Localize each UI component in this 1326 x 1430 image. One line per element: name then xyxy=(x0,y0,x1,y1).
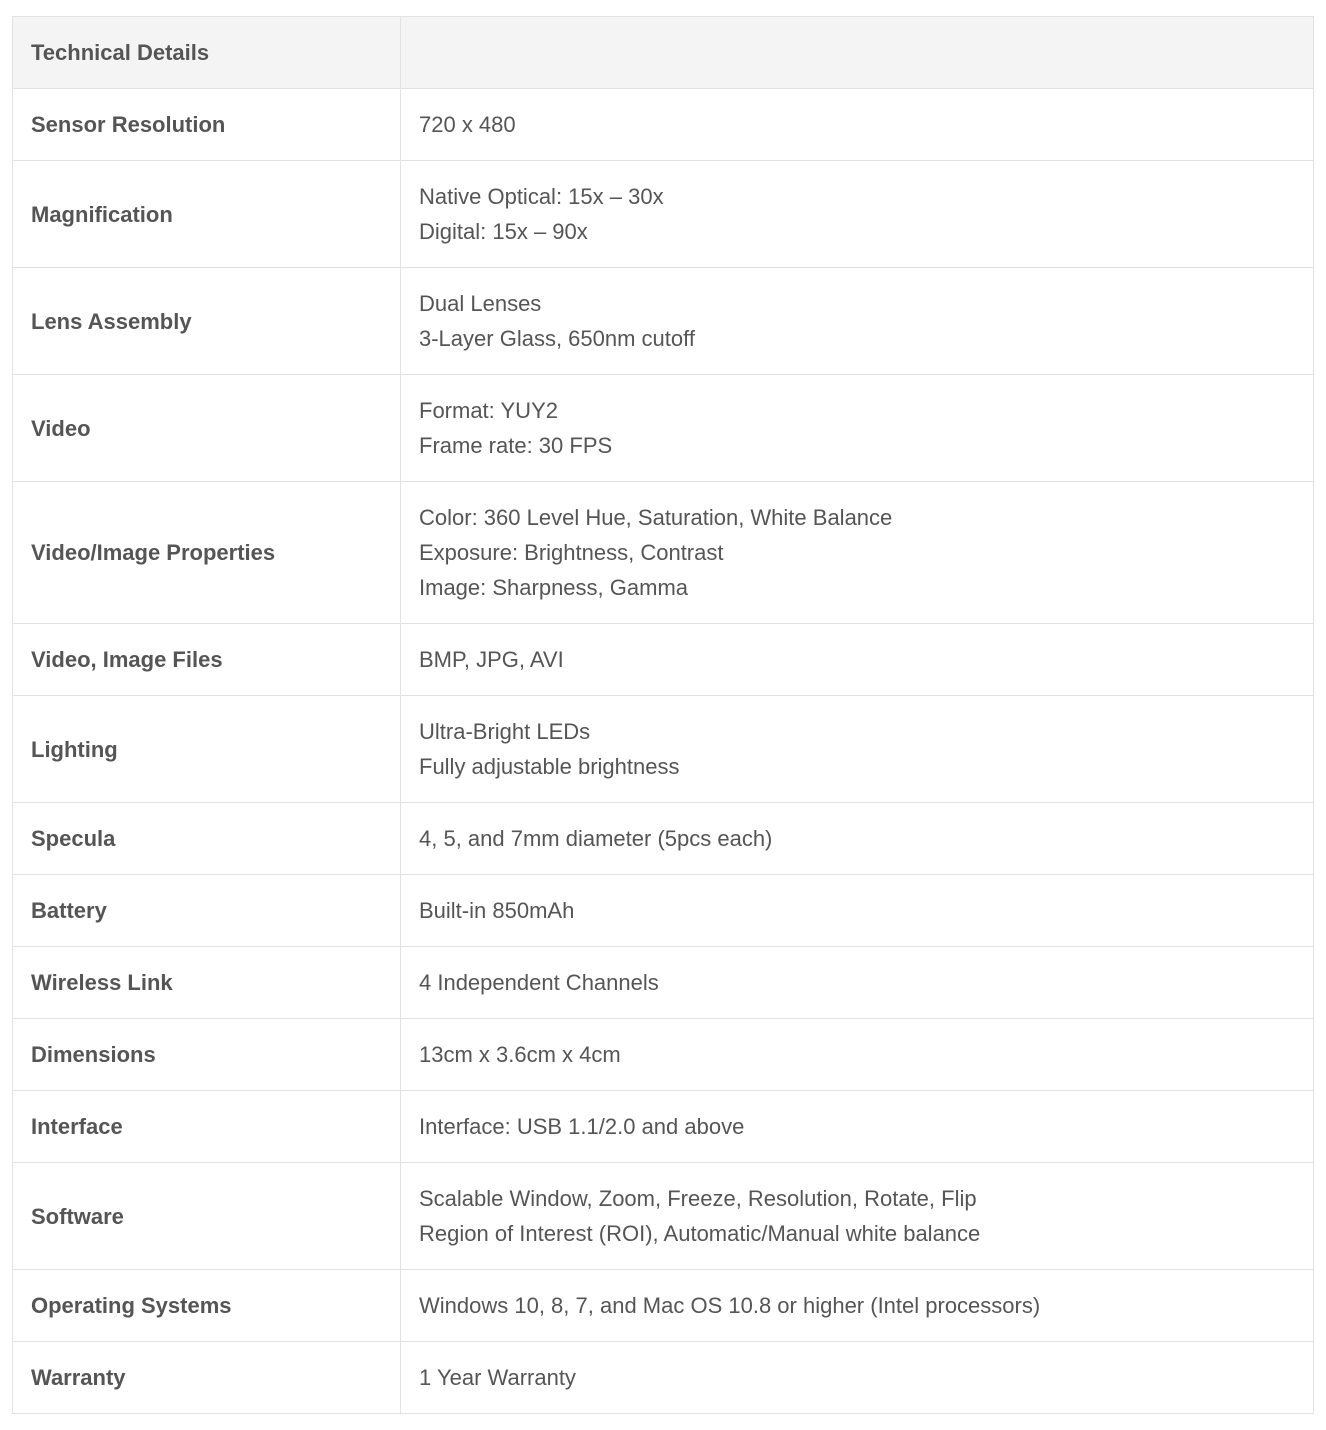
table-row xyxy=(13,1342,1314,1414)
spec-value xyxy=(401,482,1314,624)
table-header-value xyxy=(401,17,1314,89)
spec-value xyxy=(401,161,1314,268)
spec-value xyxy=(401,875,1314,947)
table-row xyxy=(13,1163,1314,1270)
spec-value-line: 13cm x 3.6cm x 4cm xyxy=(419,1042,621,1067)
technical-details-table xyxy=(12,16,1314,1414)
spec-value xyxy=(401,268,1314,375)
spec-value-line: Frame rate: 30 FPS xyxy=(419,433,613,458)
spec-value-line: Region of Interest (ROI), Automatic/Manual white balance xyxy=(419,1221,981,1246)
spec-value-line: Built-in 850mAh xyxy=(419,898,575,923)
spec-value-line: Format: YUY2 xyxy=(419,398,558,423)
spec-label: Operating Systems xyxy=(13,1270,401,1342)
spec-value xyxy=(401,696,1314,803)
table-row xyxy=(13,875,1314,947)
table-row xyxy=(13,803,1314,875)
spec-value-line: Color: 360 Level Hue, Saturation, White Balance xyxy=(419,505,893,530)
spec-value-line: Dual Lenses xyxy=(419,291,542,316)
spec-value-line: Fully adjustable brightness xyxy=(419,754,680,779)
table-header-label: Technical Details xyxy=(13,17,401,89)
spec-label: Wireless Link xyxy=(13,947,401,1019)
spec-value xyxy=(401,624,1314,696)
spec-value-line: Windows 10, 8, 7, and Mac OS 10.8 or higher (Intel processors) xyxy=(419,1293,1041,1318)
spec-value-line: Scalable Window, Zoom, Freeze, Resolution, Rotate, Flip xyxy=(419,1186,977,1211)
spec-label: Sensor Resolution xyxy=(13,89,401,161)
spec-value xyxy=(401,1163,1314,1270)
spec-label: Warranty xyxy=(13,1342,401,1414)
spec-value xyxy=(401,1270,1314,1342)
table-row xyxy=(13,947,1314,1019)
spec-value-line: 4, 5, and 7mm diameter (5pcs each) xyxy=(419,826,773,851)
spec-value-line: 4 Independent Channels xyxy=(419,970,659,995)
spec-value-line: Exposure: Brightness, Contrast xyxy=(419,540,724,565)
table-row xyxy=(13,161,1314,268)
table-row xyxy=(13,482,1314,624)
spec-label: Video/Image Properties xyxy=(13,482,401,624)
spec-value xyxy=(401,375,1314,482)
table-row xyxy=(13,624,1314,696)
spec-value-line: 3-Layer Glass, 650nm cutoff xyxy=(419,326,695,351)
spec-value xyxy=(401,1019,1314,1091)
spec-value-line: Ultra-Bright LEDs xyxy=(419,719,591,744)
spec-label: Software xyxy=(13,1163,401,1270)
spec-value-line: Digital: 15x – 90x xyxy=(419,219,588,244)
spec-value-line: 1 Year Warranty xyxy=(419,1365,576,1390)
spec-value-line: Native Optical: 15x – 30x xyxy=(419,184,664,209)
spec-value xyxy=(401,803,1314,875)
table-body xyxy=(13,89,1314,1414)
spec-label: Battery xyxy=(13,875,401,947)
table-row xyxy=(13,1091,1314,1163)
spec-label: Lighting xyxy=(13,696,401,803)
spec-value xyxy=(401,89,1314,161)
spec-value xyxy=(401,1342,1314,1414)
spec-label: Interface xyxy=(13,1091,401,1163)
spec-label: Specula xyxy=(13,803,401,875)
table-header-row xyxy=(13,17,1314,89)
table-row xyxy=(13,375,1314,482)
spec-label: Video, Image Files xyxy=(13,624,401,696)
table-row xyxy=(13,268,1314,375)
table-row xyxy=(13,696,1314,803)
table-row xyxy=(13,89,1314,161)
spec-label: Video xyxy=(13,375,401,482)
table-row xyxy=(13,1019,1314,1091)
spec-value-line: Interface: USB 1.1/2.0 and above xyxy=(419,1114,745,1139)
spec-value-line: 720 x 480 xyxy=(419,112,516,137)
spec-value-line: Image: Sharpness, Gamma xyxy=(419,575,689,600)
spec-value xyxy=(401,1091,1314,1163)
spec-label: Dimensions xyxy=(13,1019,401,1091)
spec-value xyxy=(401,947,1314,1019)
spec-label: Magnification xyxy=(13,161,401,268)
spec-value-line: BMP, JPG, AVI xyxy=(419,647,564,672)
table-row xyxy=(13,1270,1314,1342)
spec-label: Lens Assembly xyxy=(13,268,401,375)
